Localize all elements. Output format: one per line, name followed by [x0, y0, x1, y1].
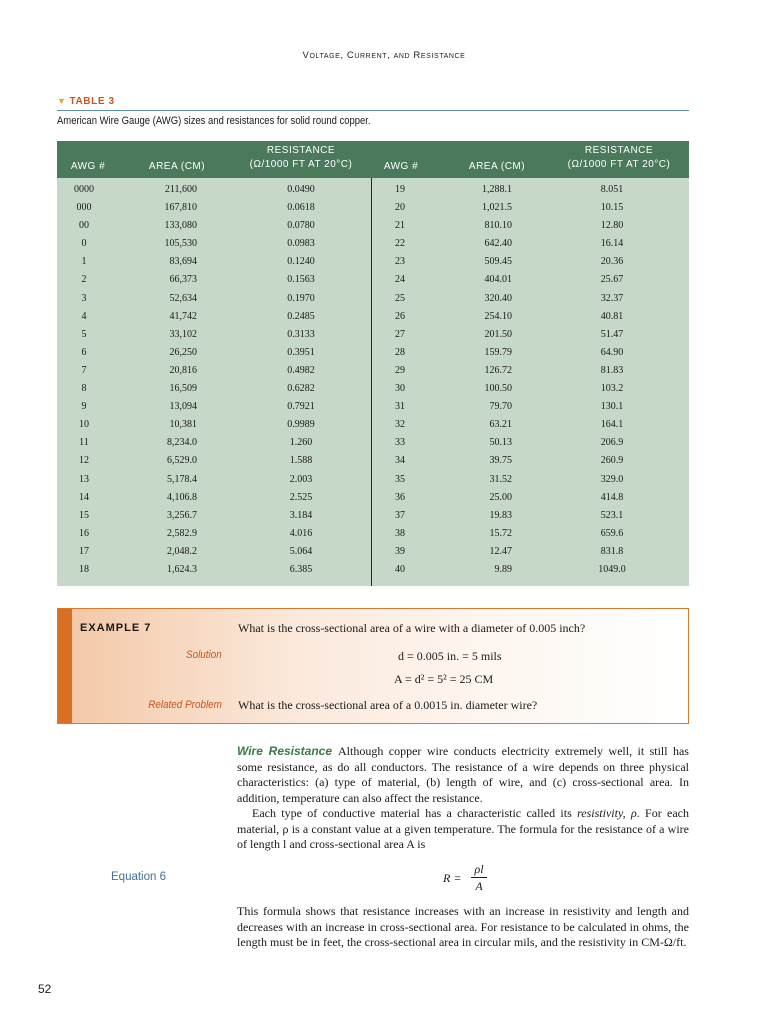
- table-row: [57, 235, 689, 253]
- cell-awg-left: 8: [81, 383, 87, 395]
- cell-area-right: 50.13: [489, 437, 512, 449]
- table-row: [57, 507, 689, 525]
- cell-awg-left: 5: [81, 328, 87, 340]
- cell-resistance-left: 0.9989: [287, 419, 315, 431]
- cell-resistance-right: 25.67: [600, 274, 624, 286]
- cell-area-left: 2,582.9: [167, 527, 197, 539]
- cell-resistance-left: 0.0983: [287, 238, 315, 250]
- table-row: [57, 290, 689, 308]
- paragraph-2-part-2: . For each material, ρ is a constant value at a given temperature. The formula for the resistance of a wire of length l and cross-sectional area A is: [237, 806, 690, 852]
- cell-resistance-left: 0.6282: [287, 383, 315, 395]
- paragraph-resistivity: [237, 806, 689, 853]
- solution-label: Solution: [186, 649, 222, 661]
- cell-awg-left: 12: [79, 455, 89, 467]
- cell-resistance-left: 0.7921: [287, 401, 315, 413]
- cell-awg-right: 31: [395, 401, 405, 413]
- cell-resistance-right: 831.8: [600, 545, 624, 557]
- table-row: [57, 326, 689, 344]
- table-body: [57, 181, 689, 579]
- cell-resistance-right: 81.83: [600, 364, 624, 376]
- cell-area-right: 159.79: [484, 346, 512, 358]
- cell-area-right: 642.40: [484, 238, 512, 250]
- cell-area-left: 2,048.2: [167, 545, 197, 557]
- cell-area-right: 25.00: [489, 491, 512, 503]
- cell-area-left: 33,102: [169, 328, 197, 340]
- awg-table: [57, 141, 689, 586]
- cell-awg-left: 9: [81, 401, 87, 413]
- formula-denominator: A: [475, 879, 483, 893]
- header-awg-right: AWG #: [383, 161, 419, 172]
- cell-awg-right: 28: [395, 346, 405, 358]
- cell-awg-left: 18: [79, 563, 89, 575]
- cell-resistance-left: 0.4982: [287, 364, 315, 376]
- table-row: [57, 362, 689, 380]
- cell-resistance-left: 2.003: [289, 473, 313, 485]
- cell-resistance-right: 260.9: [600, 455, 624, 467]
- table-row: [57, 416, 689, 434]
- cell-resistance-right: 40.81: [600, 310, 624, 322]
- cell-area-left: 13,094: [169, 401, 197, 413]
- cell-awg-right: 32: [395, 419, 405, 431]
- cell-area-left: 66,373: [169, 274, 197, 286]
- cell-awg-left: 13: [79, 473, 89, 485]
- cell-area-left: 8,234.0: [167, 437, 197, 449]
- formula-fraction: [471, 862, 487, 893]
- cell-resistance-right: 1049.0: [598, 563, 626, 575]
- cell-resistance-left: 0.2485: [287, 310, 315, 322]
- cell-resistance-right: 8.051: [600, 184, 624, 195]
- table-row: [57, 452, 689, 470]
- table-label-text: TABLE 3: [69, 96, 115, 107]
- cell-awg-left: 11: [79, 437, 89, 449]
- table-row: [57, 434, 689, 452]
- cell-area-left: 83,694: [169, 256, 197, 268]
- cell-awg-right: 23: [395, 256, 405, 268]
- table-row: [57, 217, 689, 235]
- running-head: Voltage, Current, and Resistance: [302, 50, 466, 61]
- cell-resistance-left: 0.0490: [287, 184, 315, 195]
- cell-area-right: 31.52: [489, 473, 512, 485]
- example-question: What is the cross-sectional area of a wire with a diameter of 0.005 inch?: [238, 621, 586, 635]
- cell-awg-right: 27: [395, 328, 405, 340]
- cell-resistance-right: 130.1: [600, 401, 624, 413]
- cell-awg-right: 35: [395, 473, 405, 485]
- cell-awg-left: 10: [79, 419, 89, 431]
- cell-resistance-left: 5.064: [289, 545, 313, 557]
- cell-awg-right: 39: [395, 545, 405, 557]
- table-row: [57, 344, 689, 362]
- cell-area-left: 211,600: [164, 184, 197, 195]
- cell-awg-right: 22: [395, 238, 405, 250]
- header-resistance-right-line2: (Ω/1000 FT AT 20°C): [567, 159, 671, 170]
- cell-area-right: 39.75: [489, 455, 512, 467]
- table-header: [57, 141, 689, 178]
- example-accent-bar: [58, 609, 72, 723]
- cell-area-right: 63.21: [489, 419, 512, 431]
- cell-area-left: 41,742: [169, 310, 197, 322]
- cell-resistance-left: 0.1970: [287, 292, 315, 304]
- cell-resistance-right: 523.1: [600, 509, 624, 521]
- header-resistance-left-line2: (Ω/1000 FT AT 20°C): [249, 159, 353, 170]
- cell-awg-left: 2: [81, 274, 87, 286]
- header-resistance-left-line1: RESISTANCE: [266, 145, 336, 156]
- table-row: [57, 253, 689, 271]
- cell-awg-left: 1: [81, 256, 87, 268]
- header-resistance-left: [231, 144, 371, 172]
- cell-awg-right: 25: [395, 292, 405, 304]
- cell-area-right: 810.10: [484, 220, 512, 232]
- table-row: [57, 525, 689, 543]
- cell-area-right: 126.72: [484, 364, 512, 376]
- table-row: [57, 199, 689, 217]
- example-title: EXAMPLE 7: [80, 622, 152, 634]
- table-row: [57, 561, 689, 579]
- cell-area-left: 4,106.8: [167, 491, 197, 503]
- cell-awg-right: 33: [395, 437, 405, 449]
- resistivity-term: resistivity, ρ: [577, 806, 637, 820]
- cell-awg-right: 34: [395, 455, 405, 467]
- cell-awg-right: 40: [395, 563, 405, 575]
- paragraph-1-text: Although copper wire conducts electricity extremely well, it still has some resistance, as do all conductors. The resistance of a wire depends on three physical characteristics: (a) type of material, (b) length of wire, and (c) cross-sectional area. In addition, temperature can also affect the resistance.: [237, 744, 689, 805]
- related-problem-label: Related Problem: [148, 699, 222, 711]
- cell-awg-right: 37: [395, 509, 405, 521]
- example-box: [57, 608, 689, 724]
- table-caption: American Wire Gauge (AWG) sizes and resistances for solid round copper.: [57, 115, 371, 127]
- cell-area-right: 15.72: [489, 527, 512, 539]
- paragraph-2-part-1: Each type of conductive material has a characteristic called its: [252, 806, 572, 820]
- cell-resistance-left: 0.1240: [287, 256, 315, 268]
- cell-resistance-right: 10.15: [600, 202, 624, 214]
- cell-awg-right: 21: [395, 220, 405, 232]
- formula-lhs: R =: [443, 871, 462, 885]
- cell-area-left: 6,529.0: [167, 455, 197, 467]
- solution-line-2: A = d² = 5² = 25 CM: [394, 672, 494, 686]
- table-row: [57, 181, 689, 199]
- table-row: [57, 489, 689, 507]
- paragraph-wire-resistance: [237, 744, 689, 806]
- header-resistance-right: [549, 144, 689, 172]
- cell-area-left: 52,634: [169, 292, 197, 304]
- cell-awg-left: 6: [81, 346, 87, 358]
- cell-area-left: 26,250: [169, 346, 197, 358]
- cell-resistance-right: 12.80: [600, 220, 624, 232]
- cell-resistance-left: 0.1563: [287, 274, 315, 286]
- cell-awg-left: 7: [81, 364, 87, 376]
- cell-area-left: 105,530: [164, 238, 197, 250]
- table-row: [57, 398, 689, 416]
- cell-awg-right: 20: [395, 202, 405, 214]
- cell-awg-left: 4: [81, 310, 87, 322]
- cell-area-left: 167,810: [164, 202, 197, 214]
- formula-numerator: ρl: [474, 862, 484, 876]
- cell-area-left: 3,256.7: [167, 509, 197, 521]
- table-top-rule: [57, 110, 689, 111]
- cell-awg-right: 26: [395, 310, 405, 322]
- cell-resistance-right: 103.2: [600, 383, 624, 395]
- solution-line-1: d = 0.005 in. = 5 mils: [398, 649, 502, 663]
- cell-area-right: 12.47: [489, 545, 512, 557]
- cell-area-right: 100.50: [484, 383, 512, 395]
- cell-area-right: 509.45: [484, 256, 512, 268]
- cell-resistance-right: 64.90: [600, 346, 624, 358]
- cell-resistance-left: 0.0780: [287, 220, 315, 232]
- cell-area-left: 16,509: [169, 383, 197, 395]
- cell-area-left: 5,178.4: [167, 473, 197, 485]
- header-area-right: AREA (CM): [468, 161, 526, 172]
- cell-resistance-left: 3.184: [289, 509, 313, 521]
- cell-area-right: 254.10: [484, 310, 512, 322]
- header-awg-left: AWG #: [70, 161, 106, 172]
- table-row: [57, 471, 689, 489]
- cell-resistance-left: 1.588: [289, 455, 313, 467]
- cell-resistance-left: 4.016: [289, 527, 313, 539]
- fraction-bar: [471, 877, 487, 878]
- cell-resistance-right: 414.8: [600, 491, 624, 503]
- cell-resistance-right: 20.36: [600, 256, 624, 268]
- table-row: [57, 380, 689, 398]
- cell-awg-left: 3: [81, 292, 87, 304]
- cell-resistance-right: 16.14: [600, 238, 624, 250]
- header-resistance-right-line1: RESISTANCE: [584, 145, 654, 156]
- cell-area-right: 201.50: [484, 328, 512, 340]
- cell-awg-left: 0: [81, 238, 87, 250]
- cell-area-left: 1,624.3: [167, 563, 197, 575]
- cell-resistance-right: 659.6: [600, 527, 624, 539]
- cell-area-right: 79.70: [489, 401, 512, 413]
- cell-awg-left: 16: [79, 527, 89, 539]
- triangle-marker-icon: ▼: [57, 96, 67, 106]
- equation-label: Equation 6: [111, 871, 166, 883]
- cell-awg-right: 29: [395, 364, 405, 376]
- cell-area-right: 320.40: [484, 292, 512, 304]
- cell-resistance-left: 6.385: [289, 563, 313, 575]
- cell-area-left: 10,381: [169, 419, 197, 431]
- cell-awg-left: 15: [79, 509, 89, 521]
- cell-resistance-right: 329.0: [600, 473, 624, 485]
- cell-awg-right: 38: [395, 527, 405, 539]
- table-row: [57, 271, 689, 289]
- cell-area-right: 1,288.1: [482, 184, 512, 195]
- table-row: [57, 543, 689, 561]
- cell-area-right: 404.01: [484, 274, 512, 286]
- cell-area-left: 133,080: [164, 220, 197, 232]
- cell-resistance-left: 0.3951: [287, 346, 315, 358]
- paragraph-formula-explanation: This formula shows that resistance increases with an increase in resistivity and length and decreases with an increase in cross-sectional area. For resistance to be calculated in ohms, the length must be in feet, the cross-sectional area in circular mils, and the resistivity in CM-Ω/ft.: [237, 904, 689, 950]
- cell-resistance-right: 206.9: [600, 437, 624, 449]
- cell-awg-left: 00: [79, 220, 89, 232]
- page-number: 52: [38, 982, 52, 996]
- cell-awg-right: 30: [395, 383, 405, 395]
- cell-resistance-right: 32.37: [600, 292, 624, 304]
- cell-resistance-left: 1.260: [289, 437, 313, 449]
- related-problem-text: What is the cross-sectional area of a 0.0015 in. diameter wire?: [238, 698, 538, 712]
- cell-area-right: 9.89: [494, 563, 512, 575]
- cell-resistance-left: 0.0618: [287, 202, 315, 214]
- cell-resistance-right: 164.1: [600, 419, 624, 431]
- cell-awg-left: 17: [79, 545, 89, 557]
- header-area-left: AREA (CM): [148, 161, 206, 172]
- table-row: [57, 308, 689, 326]
- cell-area-right: 19.83: [489, 509, 512, 521]
- cell-awg-left: 14: [79, 491, 89, 503]
- cell-resistance-left: 2.525: [289, 491, 313, 503]
- run-in-heading: Wire Resistance: [237, 744, 333, 758]
- cell-awg-right: 36: [395, 491, 405, 503]
- cell-area-left: 20,816: [169, 364, 197, 376]
- cell-resistance-left: 0.3133: [287, 328, 315, 340]
- table-label: [57, 96, 115, 107]
- cell-awg-left: 0000: [74, 184, 94, 195]
- cell-awg-left: 000: [76, 202, 92, 214]
- cell-resistance-right: 51.47: [600, 328, 624, 340]
- cell-awg-right: 24: [395, 274, 405, 286]
- cell-awg-right: 19: [395, 184, 405, 195]
- cell-area-right: 1,021.5: [482, 202, 512, 214]
